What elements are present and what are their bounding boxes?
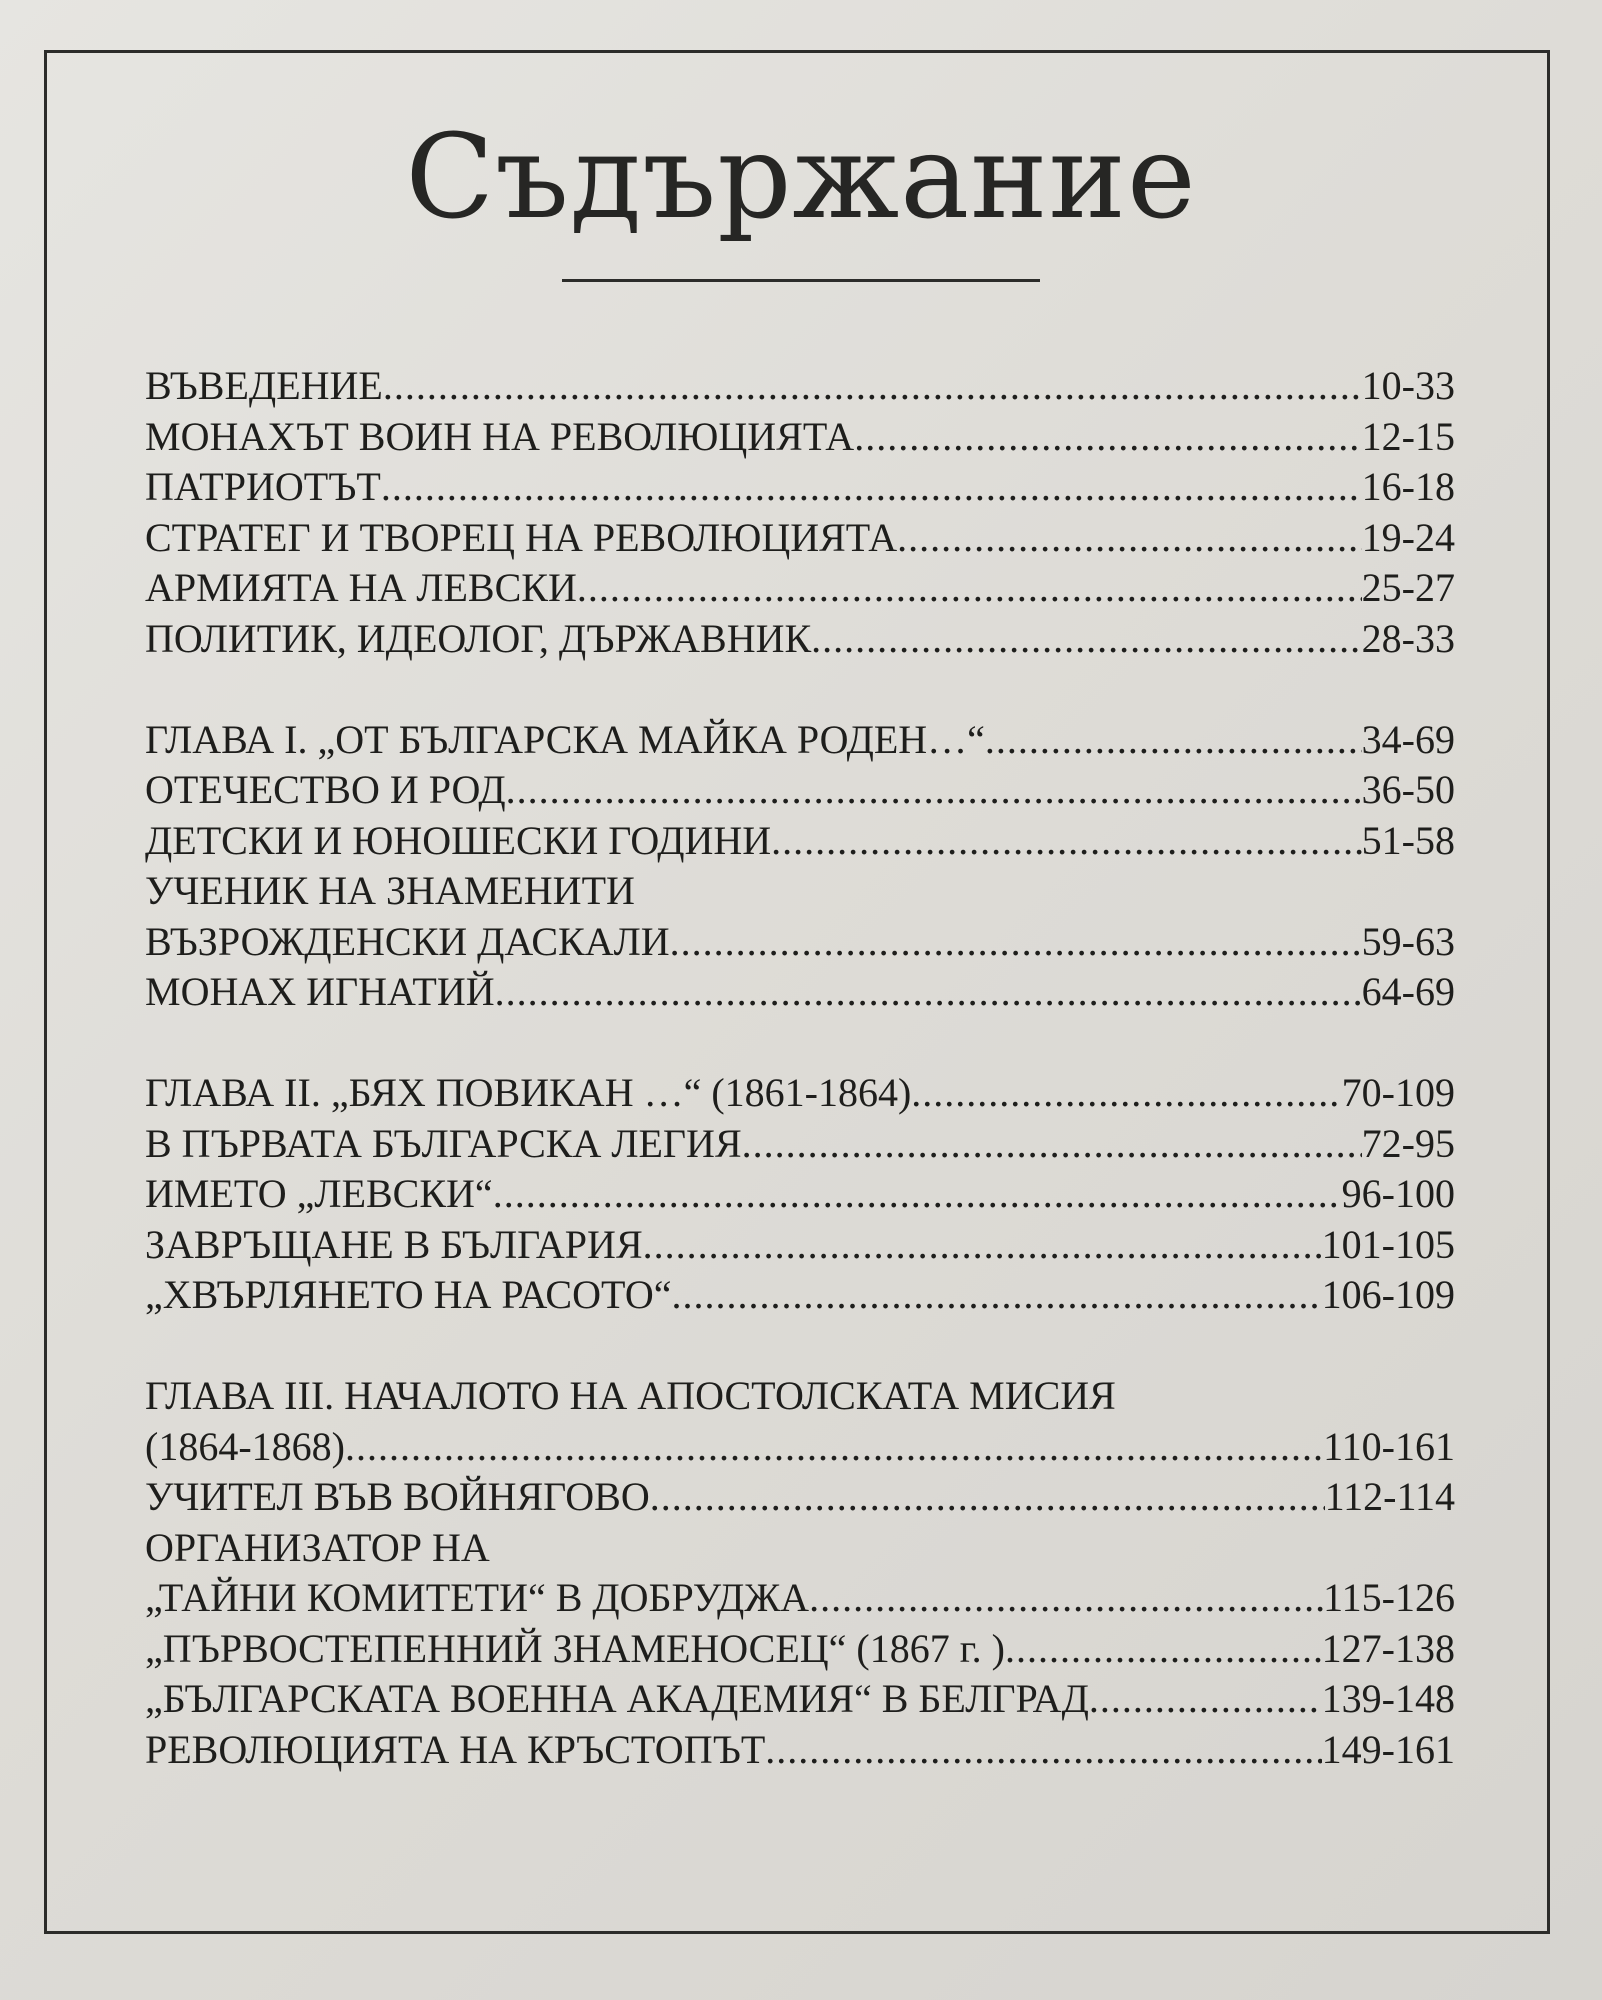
toc-entry-pages: 51-58 — [1361, 817, 1455, 863]
toc-entry-pages: 127-138 — [1321, 1625, 1455, 1671]
toc-entry-pages: 70-109 — [1341, 1070, 1455, 1115]
dot-leader — [985, 716, 1362, 763]
toc-entry-label: ПАТРИОТЪТ — [145, 464, 381, 509]
dot-leader — [577, 564, 1362, 611]
toc-entry — [145, 1625, 1455, 1676]
dot-leader — [897, 514, 1362, 561]
toc-entry-pages: 106-109 — [1321, 1272, 1455, 1317]
toc-entry-label: РЕВОЛЮЦИЯТА НА КРЪСТОПЪТ — [145, 1726, 766, 1772]
title-underline — [562, 279, 1040, 282]
toc-entry-label: „ТАЙНИ КОМИТЕТИ“ В ДОБРУДЖА — [145, 1575, 810, 1620]
toc-entry-pages: 96-100 — [1341, 1171, 1455, 1216]
toc-entry-pages: 59-63 — [1361, 918, 1455, 964]
dot-leader — [1089, 1675, 1322, 1722]
dot-leader — [493, 1170, 1342, 1217]
toc-entry-label: ОРГАНИЗАТОР НА — [145, 1524, 490, 1570]
toc-entry-pages: 19-24 — [1361, 514, 1455, 560]
toc-chapter-heading — [145, 1372, 1455, 1423]
toc-entry — [145, 1271, 1455, 1322]
toc-entry-pages: 149-161 — [1321, 1726, 1455, 1772]
dot-leader — [809, 1574, 1323, 1621]
toc-entry-pages: 115-126 — [1323, 1575, 1455, 1620]
toc-entry-label: ВЪЗРОЖДЕНСКИ ДАСКАЛИ — [145, 918, 670, 964]
dot-leader — [650, 1473, 1325, 1520]
toc-entry-pages: 64-69 — [1361, 969, 1455, 1014]
dot-leader — [765, 1726, 1321, 1773]
dot-leader — [854, 413, 1361, 460]
toc-entry — [145, 362, 1455, 413]
toc-entry — [145, 1574, 1455, 1625]
dot-leader — [643, 1221, 1322, 1268]
toc-entry-label: (1864-1868) — [145, 1423, 345, 1469]
toc-chapter-heading — [145, 716, 1455, 767]
section-spacer — [145, 1322, 1455, 1373]
dot-leader — [742, 1120, 1362, 1167]
dot-leader — [811, 615, 1362, 662]
toc-entry — [145, 766, 1455, 817]
toc-entry — [145, 615, 1455, 666]
toc-entry-pages: 16-18 — [1361, 464, 1455, 509]
toc-entry-label: „ПЪРВОСТЕПЕННИЙ ЗНАМЕНОСЕЦ“ (1867 г. ) — [145, 1625, 1005, 1671]
toc-entry-label: ОТЕЧЕСТВО И РОД — [145, 767, 506, 812]
dot-leader — [911, 1069, 1341, 1116]
toc-entry-pages: 10-33 — [1361, 363, 1455, 408]
toc-entry-label: АРМИЯТА НА ЛЕВСКИ — [145, 565, 577, 610]
toc-entry — [145, 1221, 1455, 1272]
toc-entry — [145, 1473, 1455, 1524]
toc-entry-label: УЧИТЕЛ ВЪВ ВОЙНЯГОВО — [145, 1474, 650, 1519]
toc-entry-pages: 36-50 — [1361, 767, 1455, 812]
table-of-contents — [145, 362, 1455, 1776]
toc-entry-label: ГЛАВА III. НАЧАЛОТО НА АПОСТОЛСКАТА МИСИЯ — [145, 1373, 1116, 1418]
toc-entry — [145, 1120, 1455, 1171]
toc-entry-pages: 12-15 — [1361, 413, 1455, 459]
page-title: Съдържание — [405, 110, 1197, 245]
toc-entry-label: УЧЕНИК НА ЗНАМЕНИТИ — [145, 868, 635, 913]
toc-entry — [145, 564, 1455, 615]
toc-entry — [145, 918, 1455, 969]
dot-leader — [345, 1423, 1323, 1470]
toc-entry-label: „ХВЪРЛЯНЕТО НА РАСОТО“ — [145, 1272, 672, 1317]
toc-entry-label: ГЛАВА II. „БЯХ ПОВИКАН …“ (1861-1864) — [145, 1070, 912, 1115]
toc-entry-label: ГЛАВА I. „ОТ БЪЛГАРСКА МАЙКА РОДЕН…“ — [145, 716, 985, 762]
toc-entry-line — [145, 867, 1455, 918]
section-spacer — [145, 665, 1455, 716]
section-spacer — [145, 1019, 1455, 1070]
toc-entry-label: ЗАВРЪЩАНЕ В БЪЛГАРИЯ — [145, 1221, 643, 1267]
toc-entry-label: ИМЕТО „ЛЕВСКИ“ — [145, 1171, 493, 1216]
toc-entry-label: СТРАТЕГ И ТВОРЕЦ НА РЕВОЛЮЦИЯТА — [145, 514, 898, 560]
toc-entry — [145, 1423, 1455, 1474]
toc-entry — [145, 1170, 1455, 1221]
toc-entry — [145, 413, 1455, 464]
toc-entry — [145, 968, 1455, 1019]
toc-entry-label: МОНАХЪТ ВОИН НА РЕВОЛЮЦИЯТА — [145, 413, 855, 459]
toc-entry-label: В ПЪРВАТА БЪЛГАРСКА ЛЕГИЯ — [145, 1120, 742, 1166]
toc-entry-pages: 25-27 — [1361, 565, 1455, 610]
dot-leader — [506, 766, 1362, 813]
toc-entry-pages: 112-114 — [1324, 1474, 1455, 1519]
toc-entry-label: ВЪВЕДЕНИЕ — [145, 363, 383, 408]
toc-entry — [145, 817, 1455, 868]
toc-entry — [145, 463, 1455, 514]
dot-leader — [383, 362, 1362, 409]
toc-entry-pages: 101-105 — [1321, 1221, 1455, 1267]
toc-entry-pages: 28-33 — [1361, 615, 1455, 661]
dot-leader — [381, 463, 1362, 510]
toc-entry-label: ПОЛИТИК, ИДЕОЛОГ, ДЪРЖАВНИК — [145, 615, 812, 661]
dot-leader — [672, 1271, 1322, 1318]
toc-entry — [145, 1675, 1455, 1726]
toc-entry-pages: 34-69 — [1361, 716, 1455, 762]
toc-entry — [145, 1726, 1455, 1777]
toc-entry-label: МОНАХ ИГНАТИЙ — [145, 969, 495, 1014]
dot-leader — [670, 918, 1362, 965]
toc-entry-line — [145, 1524, 1455, 1575]
toc-entry-pages: 72-95 — [1361, 1120, 1455, 1166]
toc-entry-pages: 110-161 — [1323, 1423, 1455, 1469]
toc-entry-label: ДЕТСКИ И ЮНОШЕСКИ ГОДИНИ — [145, 817, 772, 863]
toc-entry-pages: 139-148 — [1321, 1676, 1455, 1721]
toc-chapter-heading — [145, 1069, 1455, 1120]
dot-leader — [495, 968, 1362, 1015]
dot-leader — [1005, 1625, 1322, 1672]
toc-entry-label: „БЪЛГАРСКАТА ВОЕННА АКАДЕМИЯ“ В БЕЛГРАД — [145, 1676, 1089, 1721]
dot-leader — [771, 817, 1362, 864]
toc-entry — [145, 514, 1455, 565]
